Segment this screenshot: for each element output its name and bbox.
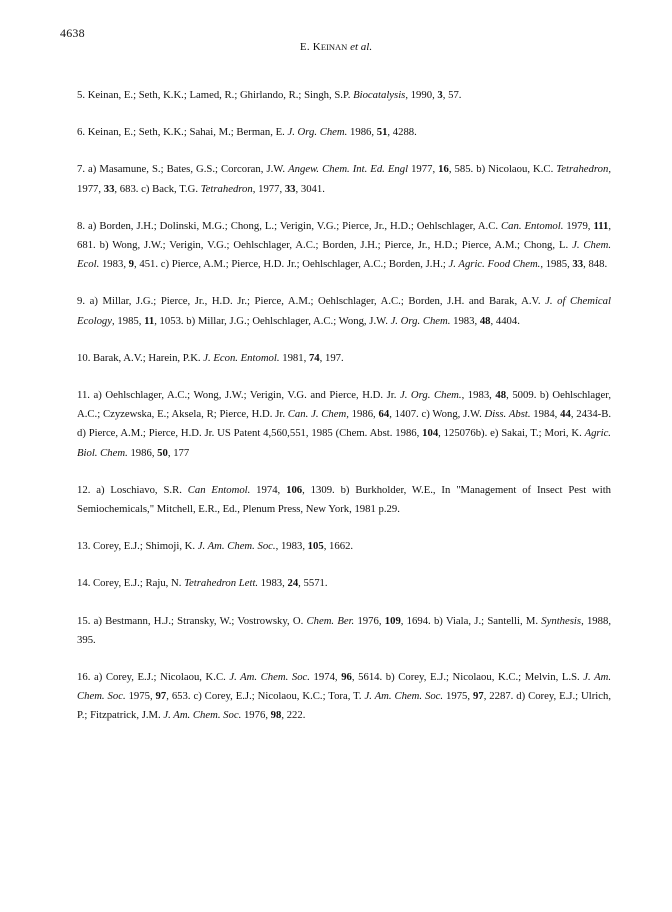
reference-text: , 5571. (298, 577, 328, 590)
reference-text: , 5614. b) Corey, E.J.; Nicolaou, K.C.; Melvin, L.S. (351, 671, 584, 684)
reference-text: , 1694. b) Viala, J.; Santelli, M. (400, 614, 542, 627)
reference-number: 10. (77, 351, 91, 364)
reference-text: , 1977, (252, 182, 285, 195)
volume-number: 33 (284, 182, 296, 195)
volume-number: 98 (270, 709, 282, 722)
reference-item (77, 481, 611, 519)
reference-text: , 57. (442, 89, 462, 101)
reference-item (77, 86, 611, 105)
reference-number: 15. (77, 614, 91, 627)
reference-text: 1974, (309, 671, 342, 684)
volume-number: 97 (473, 690, 484, 703)
reference-text: 1975, (125, 690, 156, 703)
reference-text: , 1309. b) Burkholder, W.E., In "Management of Insect Pest with Semiochemicals," Mitchell, E.R., Ed., Plenum Press, New York, 1981 p.29. (77, 483, 612, 516)
reference-item (77, 160, 611, 198)
journal-title: J. Org. Chem. (390, 314, 451, 327)
volume-number: 105 (307, 540, 324, 553)
reference-text: , 1407. c) Wong, J.W. (389, 408, 485, 421)
reference-number: 16. (77, 671, 91, 684)
reference-text: , 681. b) Wong, J.W.; Verigin, V.G.; Oehlschlager, A.C.; Borden, J.H.; Pierce, Jr., H.D.; Pierce, A.M.; Chong, L. (77, 219, 612, 252)
reference-item (77, 123, 611, 142)
running-head-author-initial: E. K (299, 41, 321, 53)
reference-text: , 4404. (490, 314, 520, 327)
volume-number: 97 (155, 690, 167, 703)
reference-text: 1986, (347, 126, 377, 139)
journal-title: J. Am. Chem. Soc. (364, 690, 444, 703)
reference-text: , 451. c) Pierce, A.M.; Pierce, H.D. Jr.; Oehlschlager, A.C.; Borden, J.H.; (134, 258, 449, 271)
reference-text: , 3041. (295, 182, 325, 195)
reference-text: 1976, (241, 709, 271, 722)
volume-number: 96 (341, 671, 352, 684)
journal-title: Can. Entomol. (501, 219, 564, 232)
reference-text: Keinan, E.; Seth, K.K.; Lamed, R.; Ghirlando, R.; Singh, S.P. (87, 89, 354, 101)
reference-text: 1976, (354, 614, 385, 627)
reference-item (77, 668, 611, 726)
reference-number: 7. (77, 163, 86, 176)
journal-title: Biocatalysis (353, 89, 406, 101)
reference-text: 1983, (99, 258, 129, 271)
reference-text: , 585. b) Nicolaou, K.C. (448, 163, 557, 176)
reference-text: Corey, E.J.; Raju, N. (93, 577, 185, 590)
reference-item (77, 612, 611, 650)
reference-text: , 1983, (461, 389, 496, 402)
journal-title: J. of Chemical Ecology (77, 295, 611, 327)
reference-text: 1979, (563, 219, 594, 232)
reference-text: , 1977, (77, 163, 611, 195)
journal-title: J. Org. Chem. (399, 389, 462, 402)
reference-text: 1974, (250, 483, 287, 496)
reference-number: 13. (77, 540, 91, 553)
running-head (0, 38, 672, 57)
volume-number: 109 (384, 614, 401, 627)
reference-number: 14. (77, 577, 91, 590)
volume-number: 51 (376, 126, 388, 139)
volume-number: 50 (157, 446, 168, 459)
journal-title: Agric. Biol. Chem. (77, 427, 611, 459)
reference-text: , 197. (319, 351, 344, 364)
reference-text: a) Loschiavo, S.R. (96, 483, 188, 496)
reference-item (77, 349, 611, 368)
volume-number: 48 (479, 314, 491, 327)
journal-title: Synthesis (541, 614, 582, 627)
journal-title: Tetrahedron Lett. (184, 577, 259, 590)
journal-title: Can Entomol. (187, 483, 251, 496)
volume-number: 24 (287, 577, 299, 590)
reference-text: Keinan, E.; Seth, K.K.; Sahai, M.; Berman, E. (87, 126, 288, 139)
reference-number: 9. (77, 295, 86, 308)
reference-list (77, 86, 611, 744)
journal-title: J. Am. Chem. Soc. (77, 671, 612, 703)
volume-number: 74 (308, 351, 320, 364)
volume-number: 9 (128, 258, 134, 271)
journal-title: J. Am. Chem. Soc. (229, 671, 310, 684)
reference-text: , 222. (281, 709, 306, 722)
journal-title: Diss. Abst. (484, 408, 531, 421)
volume-number: 16 (438, 163, 449, 176)
reference-number: 12. (77, 483, 91, 496)
volume-number: 3 (437, 89, 443, 101)
reference-text: 1986, (348, 408, 379, 421)
reference-text: , 4288. (387, 126, 417, 139)
journal-title: J. Econ. Entomol. (203, 351, 280, 364)
reference-text: 1981, (279, 351, 309, 364)
running-head-author-rest: EINAN (320, 42, 348, 52)
reference-item (77, 574, 611, 593)
journal-title: J. Am. Chem. Soc. (197, 540, 276, 553)
reference-text: , 1985, (112, 314, 145, 327)
reference-text: a) Borden, J.H.; Dolinski, M.G.; Chong, L.; Verigin, V.G.; Pierce, Jr., H.D.; Oehlschlager, A.C. (88, 219, 502, 232)
journal-title: Tetrahedron (200, 182, 253, 195)
volume-number: 104 (422, 427, 439, 440)
reference-number: 5. (77, 89, 86, 101)
journal-title: J. Am. Chem. Soc. (163, 709, 242, 722)
volume-number: 106 (286, 483, 303, 496)
reference-text: , 1990, (405, 89, 438, 101)
reference-text: , 1983, (275, 540, 308, 553)
reference-text: Barak, A.V.; Harein, P.K. (93, 351, 204, 364)
reference-text: 1986, (127, 446, 158, 459)
reference-text: , 1985, (540, 258, 573, 271)
reference-text: , 125076b). e) Sakai, T.; Mori, K. (438, 427, 585, 440)
journal-title: Tetrahedron (556, 163, 609, 176)
reference-text: 1983, (450, 314, 480, 327)
reference-number: 6. (77, 126, 86, 139)
reference-number: 11. (77, 389, 90, 402)
reference-text: , 1053. b) Millar, J.G.; Oehlschlager, A.C.; Wong, J.W. (154, 314, 391, 327)
reference-text: 1977, (408, 163, 439, 176)
reference-text: , 1662. (323, 540, 354, 553)
reference-text: , 1988, 395. (77, 614, 612, 646)
reference-text: a) Masamune, S.; Bates, G.S.; Corcoran, J.W. (88, 163, 289, 176)
reference-text: a) Millar, J.G.; Pierce, Jr., H.D. Jr.; Pierce, A.M.; Oehlschlager, A.C.; Borden, J.H. and Barak, A.V. (89, 295, 546, 308)
reference-item (77, 386, 611, 463)
volume-number: 33 (572, 258, 584, 271)
reference-text: 1975, (443, 690, 473, 703)
reference-text: , 653. c) Corey, E.J.; Nicolaou, K.C.; Tora, T. (166, 690, 365, 703)
page-number: 4638 (60, 26, 85, 40)
reference-item (77, 537, 611, 556)
reference-item (77, 292, 611, 330)
journal-title: J. Agric. Food Chem. (448, 258, 541, 271)
reference-text: , 177 (167, 446, 190, 459)
running-head-et-al: et al. (350, 41, 373, 53)
reference-text: , 2434-B. d) Pierce, A.M.; Pierce, H.D. Jr. US Patent 4,560,551, 1985 (Chem. Abst. 1986, (77, 408, 612, 440)
reference-text: , 2287. d) Corey, E.J.; Ulrich, P.; Fitzpatrick, J.M. (77, 690, 612, 722)
volume-number: 11 (144, 314, 155, 327)
volume-number: 64 (378, 408, 390, 421)
reference-item (77, 217, 611, 275)
reference-number: 8. (77, 219, 86, 232)
journal-title: Angew. Chem. Int. Ed. Engl (288, 163, 409, 176)
reference-text: a) Corey, E.J.; Nicolaou, K.C. (93, 671, 230, 684)
volume-number: 44 (560, 408, 571, 421)
reference-text: , 848. (583, 258, 608, 271)
reference-text: , 5009. b) Oehlschlager, A.C.; Czyzewska, E.; Aksela, R; Pierce, H.D. Jr. (77, 389, 611, 421)
volume-number: 48 (495, 389, 507, 402)
reference-text: , 683. c) Back, T.G. (114, 182, 201, 195)
reference-text: a) Oehlschlager, A.C.; Wong, J.W.; Verigin, V.G. and Pierce, H.D. Jr. (93, 389, 400, 402)
volume-number: 33 (103, 182, 115, 195)
journal-title: J. Chem. Ecol. (77, 239, 611, 271)
reference-text: Corey, E.J.; Shimoji, K. (93, 540, 198, 553)
journal-title: Can. J. Chem, (287, 408, 349, 421)
reference-text: a) Bestmann, H.J.; Stransky, W.; Vostrowsky, O. (93, 614, 307, 627)
reference-text: 1983, (258, 577, 288, 590)
journal-title: J. Org. Chem. (287, 126, 348, 139)
volume-number: 111 (593, 219, 609, 232)
reference-text: 1984, (530, 408, 561, 421)
journal-title: Chem. Ber. (306, 614, 355, 627)
